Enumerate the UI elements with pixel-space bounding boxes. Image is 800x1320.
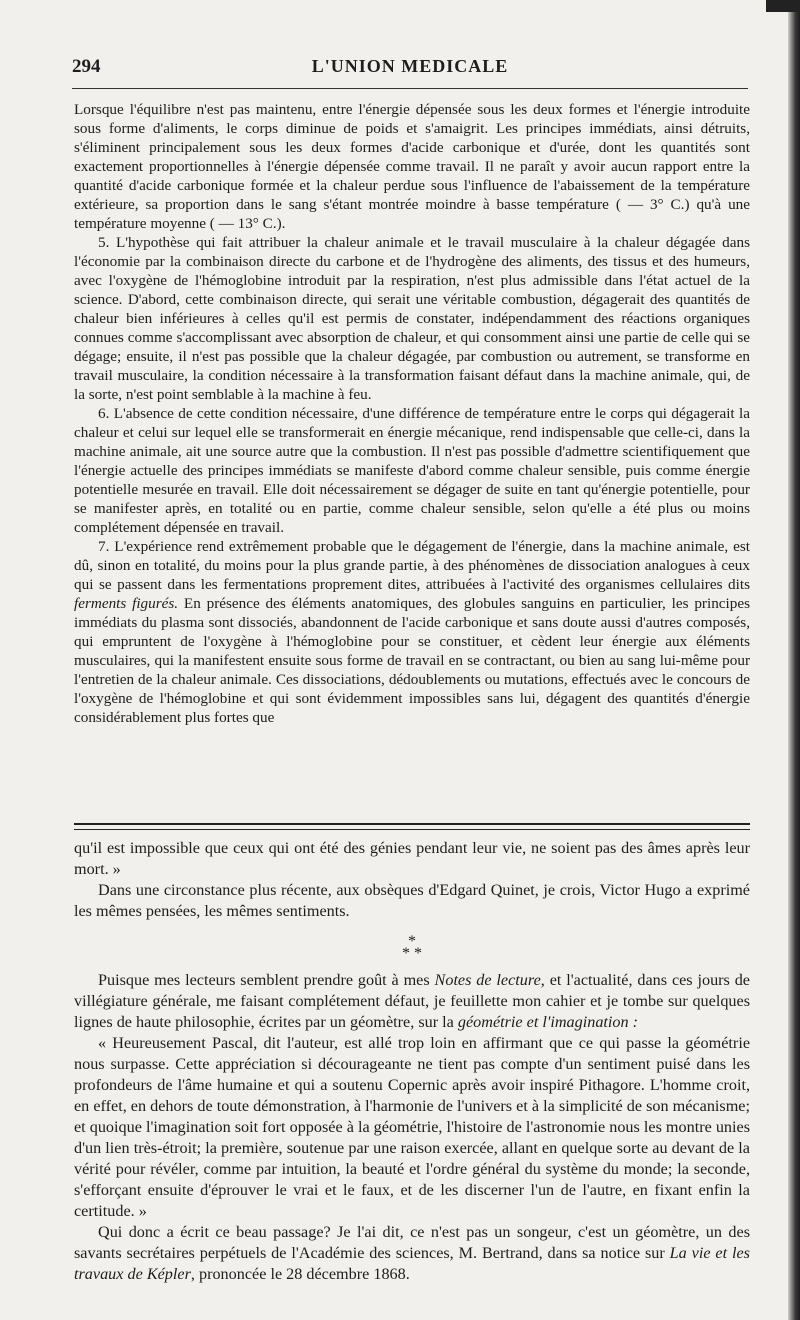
upper-article [74,100,750,727]
text-run: , et l'actualité, dans ces jours de villégiature générale, me faisant complétement défaut, je feuillette mon cahier et je tombe sur quelques lignes de haute philosophie, écrites par un géomètre, sur la [74,971,750,1031]
italic-title: La vie et les travaux de Képler [74,1244,750,1283]
text-run: En présence des éléments anatomiques, des globules sanguins en particulier, les principes immédiats du plasma sont dissociés, abandonnent de l'acide carbonique et sans doute aussi d'autres composés, qui empruntent de l'oxygène à l'hémoglobine pour se constituer, et cèdent leur énergie aux éléments musculaires, qui la manifestent ensuite sous forme de travail en se contractant, ou bien au sang lui-même pour l'entretien de la chaleur animale. Ces dissociations, dédoublements ou mutations, effectués avec le concours de l'oxygène de l'hémoglobine et qui sont évidemment impossibles sans lui, dégagent des quantités d'énergie considérablement plus fortes que [74,595,750,726]
italic-term: ferments figurés. [74,595,179,612]
italic-title: géométrie et l'imagination : [457,1013,639,1031]
text-run: Puisque mes lecteurs semblent prendre goût à mes [98,971,435,989]
italic-title: Notes de lecture [434,971,541,989]
section-divider-thin [74,829,750,830]
paragraph [74,970,750,1033]
page-edge-shadow [788,0,800,1320]
asterism-top: * [408,933,416,950]
page-corner-shadow [766,0,800,12]
running-title: L'UNION MEDICALE [311,56,509,76]
text-run: , prononcée le 28 décembre 1868. [190,1265,410,1283]
paragraph-7 [74,537,750,727]
page-number: 294 [72,56,101,77]
text-run: Qui donc a écrit ce beau passage? Je l'ai dit, ce n'est pas un songeur, c'est un géomètre, un des savants secrétaires perpétuels de l'Académie des sciences, M. Bertrand, dans sa notice sur [74,1223,750,1262]
page-header [72,56,748,82]
section-divider [74,823,750,825]
header-rule [72,88,748,89]
paragraph: qu'il est impossible que ceux qui ont été des génies pendant leur vie, ne soient pas des âmes après leur mort. » [74,839,750,878]
quotation: « Heureusement Pascal, dit l'auteur, est allé trop loin en affirmant que ce qui passe la géométrie nous surpasse. Cette appréciation si décourageante ne tient pas compte d'un sentiment puisé dans les profondeurs de l'âme humaine et qui a soutenu Copernic après avoir inspiré Pithagore. L'homme croit, en effet, en dehors de toute démonstration, à l'harmonie de l'univers et à la simplicité de son mécanisme; et quoique l'imagination soit fort opposée à la géométrie, l'histoire de l'astronomie nous les montre unies d'un lien très-étroit; la première, soutenue par une raison exercée, allant en quelque sorte au devant de la vérité pour révéler, comme par intuition, la beauté et l'ordre général du système du monde; la seconde, s'efforçant ensuite d'éprouver le vrai et le faux, et de les discerner l'un de l'autre, en fixant enfin la certitude. » [74,1034,750,1220]
text-run: 7. L'expérience rend extrêmement probable que le dégagement de l'énergie, dans la machine animale, est dû, sinon en totalité, du moins pour la plus grande partie, à des phénomènes de dissociation analogues à ceux qui se passent dans les fermentations proprement dites, attribuées à l'activité des organismes cellulaires dits [74,538,750,593]
paragraph: Lorsque l'équilibre n'est pas maintenu, entre l'énergie dépensée sous les deux formes et l'énergie introduite sous forme d'aliments, le corps diminue de poids et s'amaigrit. Les principes immédiats, ainsi détruits, s'éliminent principalement sous les deux formes d'acide carbonique et d'urée, dont les quantités sont exactement proportionnelles à l'énergie dépensée comme travail. Il ne paraît y avoir aucun rapport entre la quantité d'acide carbonique formée et la chaleur perdue sous l'influence de l'abaissement de la température extérieure, sa proportion dans le sang s'étant montrée moindre à basse température ( — 3° C.) qu'à une température moyenne ( — 13° C.). [74,101,750,232]
asterism-bottom: * * [402,945,422,962]
paragraph-6: 6. L'absence de cette condition nécessaire, d'une différence de température entre le corps qui dégagerait la chaleur et celui sur lequel elle se transformerait en énergie mécanique, rend indispensable que celle-ci, dans la machine animale, ait une source autre que la combustion. Il n'est pas possible d'admettre scientifiquement que l'énergie actuelle des principes immédiats se manifeste d'abord comme chaleur sensible, puis comme énergie potentielle mesurée en travail. Elle doit nécessairement se dégager de suite en tant qu'énergie potentielle, pour se manifester après, en totalité ou en partie, comme chaleur sensible, selon qu'elle a été plus ou moins complétement dépensée en travail. [74,405,750,536]
paragraph: Dans une circonstance plus récente, aux obsèques d'Edgard Quinet, je crois, Victor Hugo a exprimé les mêmes pensées, les mêmes sentiments. [74,881,750,920]
paragraph [74,1222,750,1285]
asterism [74,933,750,962]
feuilleton-section [74,838,750,1285]
paragraph-5: 5. L'hypothèse qui fait attribuer la chaleur animale et le travail musculaire à la chaleur dégagée dans l'économie par la combinaison directe du carbone et de l'hydrogène des aliments, des tissus et des humeurs, avec l'oxygène de l'hémoglobine introduit par la respiration, n'est plus admissible dans l'état actuel de la science. D'abord, cette combinaison directe, qui serait une véritable combustion, dégagerait des quantités de chaleur bien inférieures à celles qu'il est permis de constater, indépendamment des réactions organiques connues comme s'accomplissant avec absorption de chaleur, et qui consomment ainsi une partie de celle qui se dégage; ensuite, il n'est pas possible que la chaleur dégagée, par combustion ou autrement, se transforme en travail musculaire, la condition nécessaire à la transformation faisant défaut dans la machine animale, qui, de la sorte, n'est point semblable à la machine à feu. [74,234,750,403]
